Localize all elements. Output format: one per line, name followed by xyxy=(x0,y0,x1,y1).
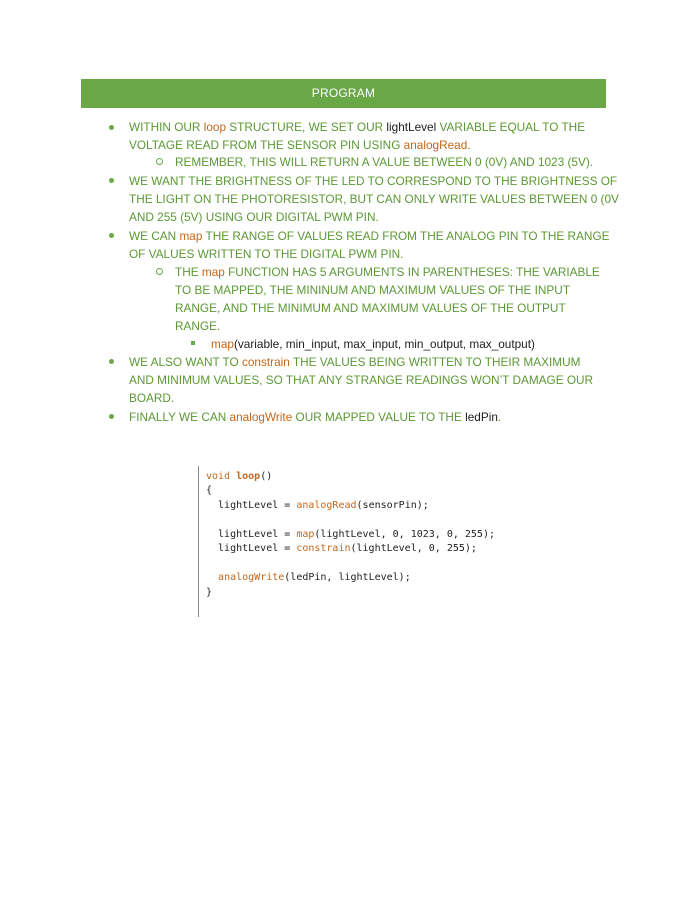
list-item-continuation: BOARD. xyxy=(129,391,175,405)
section-header xyxy=(81,79,606,108)
list-item-continuation: OF VALUES WRITTEN TO THE DIGITAL PWM PIN. xyxy=(129,247,404,261)
bullet-dot xyxy=(109,414,114,419)
bullet-ring xyxy=(156,158,163,165)
code-line: void loop() xyxy=(206,471,273,482)
code-line: { xyxy=(206,485,213,496)
bullet-square xyxy=(191,341,195,345)
sub-list-item-continuation: TO BE MAPPED, THE MININUM AND MAXIMUM VALUES OF THE INPUT xyxy=(175,283,571,297)
list-item: WE CAN map THE RANGE OF VALUES READ FROM THE ANALOG PIN TO THE RANGE xyxy=(129,229,610,243)
bullet-dot xyxy=(109,178,114,183)
bullet-dot xyxy=(109,359,114,364)
bullet-dot xyxy=(109,125,114,130)
sub-list-item: REMEMBER, THIS WILL RETURN A VALUE BETWEEN 0 (0V) AND 1023 (5V). xyxy=(175,155,594,169)
sub-list-item-continuation: RANGE. xyxy=(175,319,221,333)
list-item-continuation: THE LIGHT ON THE PHOTORESISTOR, BUT CAN ONLY WRITE VALUES BETWEEN 0 (0V xyxy=(129,192,619,206)
section-title: PROGRAM xyxy=(311,86,376,100)
list-item: WITHIN OUR loop STRUCTURE, WE SET OUR lightLevel VARIABLE EQUAL TO THE xyxy=(129,120,586,134)
list-item: WE ALSO WANT TO constrain THE VALUES BEING WRITTEN TO THEIR MAXIMUM xyxy=(129,355,581,369)
list-item-continuation: AND 255 (5V) USING OUR DIGITAL PWM PIN. xyxy=(129,210,379,224)
bullet-ring xyxy=(156,268,163,275)
list-item: WE WANT THE BRIGHTNESS OF THE LED TO CORRESPOND TO THE BRIGHTNESS OF xyxy=(129,174,618,188)
code-line: analogWrite(ledPin, lightLevel); xyxy=(218,572,411,583)
sub-list-item: THE map FUNCTION HAS 5 ARGUMENTS IN PARENTHESES: THE VARIABLE xyxy=(175,265,600,279)
tertiary-list-item: map(variable, min_input, max_input, min_output, max_output) xyxy=(211,337,535,351)
code-line: lightLevel = map(lightLevel, 0, 1023, 0, 255); xyxy=(206,529,495,540)
sub-list-item-continuation: RANGE, AND THE MINIMUM AND MAXIMUM VALUES OF THE OUTPUT xyxy=(175,301,566,315)
code-line: } xyxy=(206,587,213,598)
code-line: lightLevel = constrain(lightLevel, 0, 255); xyxy=(206,543,477,554)
code-line: lightLevel = analogRead(sensorPin); xyxy=(206,500,429,511)
code-snippet xyxy=(198,466,499,617)
list-item: FINALLY WE CAN analogWrite OUR MAPPED VALUE TO THE ledPin. xyxy=(129,410,502,424)
list-item-continuation: AND MINIMUM VALUES, SO THAT ANY STRANGE READINGS WON’T DAMAGE OUR xyxy=(129,373,594,387)
list-item-continuation: VOLTAGE READ FROM THE SENSOR PIN USING analogRead. xyxy=(129,138,471,152)
bullet-dot xyxy=(109,233,114,238)
